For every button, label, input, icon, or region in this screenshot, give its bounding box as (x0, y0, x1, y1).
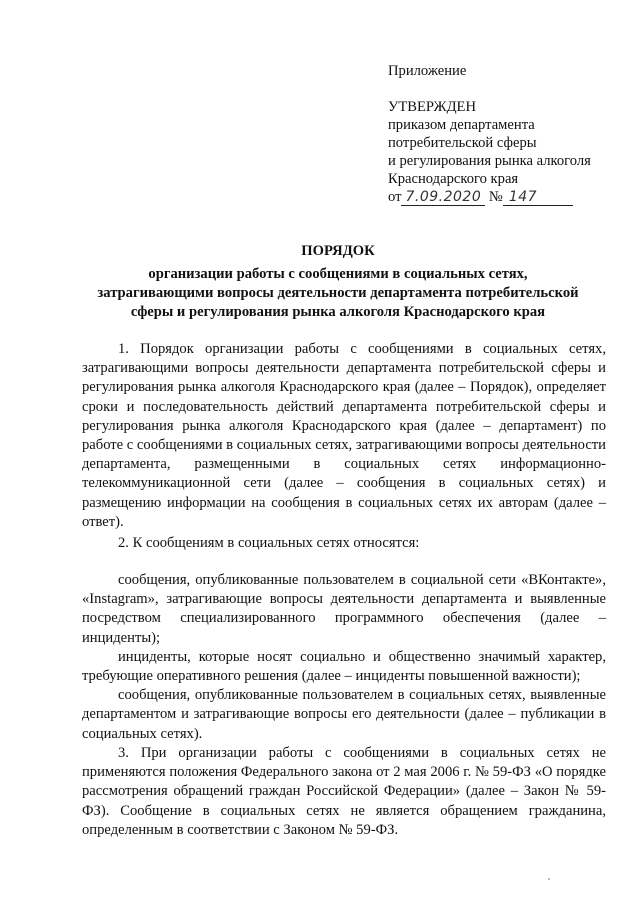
appendix-label: Приложение (388, 63, 467, 79)
paragraph-1-text: 1. Порядок организации работы с сообщениями в социальных сетях, затрагивающими вопросы деятельности департамента потребительской сферы и регулирования рынка алкоголя Краснодарского края (далее – Порядок), определяет сроки и последовательность действий департамента потребительской сферы и регулирования рынка алкоголя Краснодарского края (далее – департамент) по работе с сообщениями в социальных сетях, затрагивающими вопросы деятельности департамента, размещенными в социальных сетях информационно-телекоммуникационной сети (далее – сообщения в социальных сетях) и размещению информации на сообщения в социальных сетях их авторам (далее – ответ). (82, 341, 606, 530)
list-item: сообщения, опубликованные пользователем в социальной сети «ВКонтакте», «Instagram», затрагивающие вопросы деятельности департамента и выявленные посредством специализированного программного обеспечения (далее – инциденты); (82, 572, 606, 646)
approval-line-2: потребительской сферы (388, 135, 537, 151)
approved-label: УТВЕРЖДЕН (388, 99, 476, 115)
paragraph-2-list (82, 571, 606, 744)
title-line-2: затрагивающими вопросы деятельности департамента потребительской (97, 285, 579, 301)
from-label: от (388, 189, 402, 205)
title-main: ПОРЯДОК (301, 243, 375, 259)
approval-block (388, 62, 618, 206)
approval-line-4: Краснодарского края (388, 171, 519, 187)
order-date: 7.09.2020 (401, 189, 485, 206)
number-label: № (488, 189, 503, 205)
paragraph-3-text: 3. При организации работы с сообщениями в социальных сетях не применяются положения Федерального закона от 2 мая 2006 г. № 59-ФЗ «О порядке рассмотрения обращений граждан Российской Федерации» (далее – Закон № 59-ФЗ). Сообщение в социальных сетях не является обращением гражданина, определенным в соответствии с Законом № 59-ФЗ. (82, 745, 606, 838)
scan-speck (548, 878, 550, 880)
document-title (78, 242, 598, 322)
paragraph-2-text: 2. К сообщениям в социальных сетях относятся: (118, 535, 420, 551)
paragraph-2 (82, 534, 606, 553)
list-item: сообщения, опубликованные пользователем в социальных сетях, выявленные департаментом и затрагивающие вопросы его деятельности (далее – публикации в социальных сетях). (82, 687, 606, 742)
order-number: 147 (503, 189, 573, 206)
approval-line-1: приказом департамента (388, 117, 535, 133)
title-line-1: организации работы с сообщениями в социальных сетях, (148, 266, 528, 282)
list-item: инциденты, которые носят социально и общественно значимый характер, требующие оперативного решения (далее – инциденты повышенной важности); (82, 648, 606, 685)
title-line-3: сферы и регулирования рынка алкоголя Краснодарского края (130, 304, 546, 320)
paragraph-1 (82, 340, 606, 532)
paragraph-3 (82, 744, 606, 840)
order-date-number (388, 188, 618, 206)
approval-line-3: и регулирования рынка алкоголя (388, 153, 591, 169)
